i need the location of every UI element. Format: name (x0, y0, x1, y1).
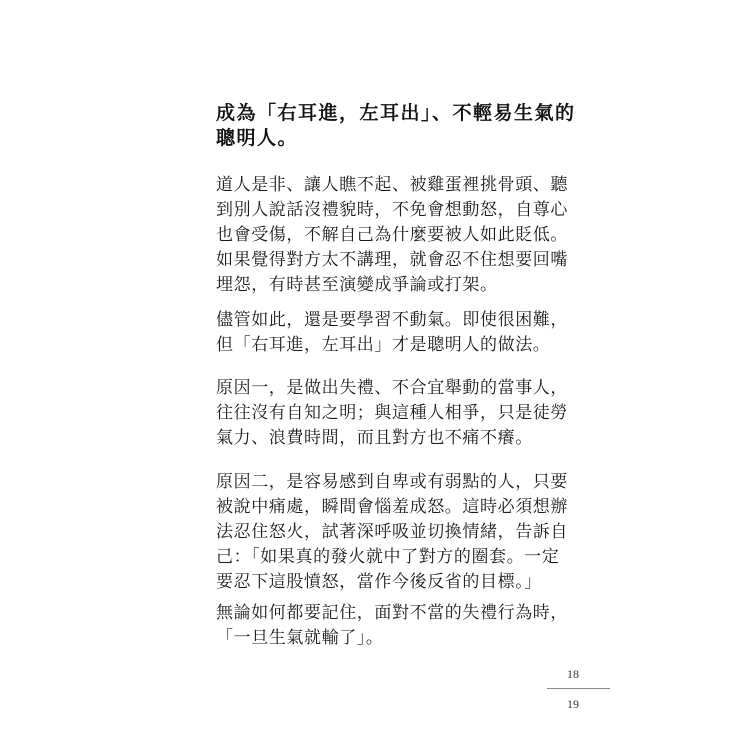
paragraph-5 (216, 601, 576, 651)
text-line: 道人是非、讓人瞧不起、被雞蛋裡挑骨頭、聽 (216, 175, 568, 195)
text-line: 也會受傷，不解自己為什麼要被人如此貶低。 (216, 225, 568, 245)
text-line: 無論如何都要記住，面對不當的失禮行為時， (216, 603, 568, 623)
paragraph-3 (216, 376, 576, 451)
paragraph-2 (216, 308, 576, 358)
text-line: 己：「如果真的發火就中了對方的圈套。一定 (216, 547, 560, 567)
heading-line: 聰明人。 (216, 127, 299, 149)
text-line: 但「右耳進，左耳出」才是聰明人的做法。 (216, 335, 551, 355)
page-number-left: 18 (567, 667, 579, 681)
paragraph-4 (216, 470, 576, 595)
text-line: 到別人說話沒禮貌時，不免會想動怒，自尊心 (216, 200, 568, 220)
text-line: 原因一，是做出失禮、不合宜舉動的當事人， (216, 378, 568, 398)
text-line: 如果覺得對方太不講理，就會忍不住想要回嘴 (216, 250, 568, 270)
text-line: 儘管如此，還是要學習不動氣。即使很困難， (216, 310, 568, 330)
heading-line: 成為「右耳進，左耳出」、不輕易生氣的 (216, 102, 576, 124)
folio-divider (547, 688, 610, 689)
text-line: 往往沒有自知之明；與這種人相爭，只是徒勞 (216, 403, 568, 423)
text-line: 要忍下這股憤怒，當作今後反省的目標。」 (216, 572, 542, 592)
text-line: 原因二，是容易感到自卑或有弱點的人，只要 (216, 472, 568, 492)
text-line: 法忍住怒火，試著深呼吸並切換情緒，告訴自 (216, 522, 568, 542)
text-line: 被說中痛處，瞬間會惱羞成怒。這時必須想辦 (216, 497, 568, 517)
section-heading (216, 101, 576, 151)
text-line: 「一旦生氣就輸了」。 (216, 628, 384, 648)
paragraph-1 (216, 173, 576, 298)
page-number-right: 19 (567, 697, 579, 711)
text-line: 氣力、浪費時間，而且對方也不痛不癢。 (216, 428, 533, 448)
text-line: 埋怨，有時甚至演變成爭論或打架。 (216, 275, 498, 295)
